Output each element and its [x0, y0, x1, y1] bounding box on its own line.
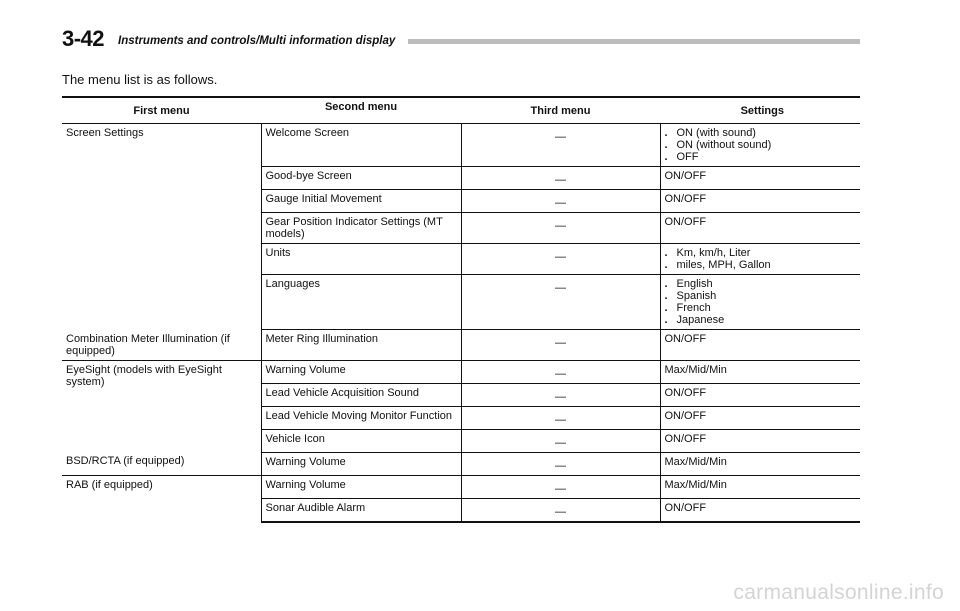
settings-cell: ON/OFF — [660, 429, 860, 452]
second-menu-cell: Lead Vehicle Moving Monitor Function — [261, 406, 461, 429]
third-menu-dash: — — [555, 436, 566, 449]
third-menu-cell — [461, 190, 660, 213]
settings-option-label: ON (with sound) — [676, 127, 756, 139]
header-settings: Settings — [660, 97, 860, 124]
first-menu-cell: Combination Meter Illumination (if equipped) — [62, 330, 261, 361]
settings-cell: ON/OFF — [660, 383, 860, 406]
third-menu-cell — [461, 213, 660, 244]
second-menu-cell: Units — [261, 244, 461, 275]
table-header-row — [62, 97, 860, 124]
settings-cell: Max/Mid/Min — [660, 360, 860, 383]
third-menu-dash: — — [555, 251, 566, 263]
intro-text: The menu list is as follows. — [62, 72, 218, 87]
table-row — [62, 360, 860, 383]
second-menu-cell: Sonar Audible Alarm — [261, 498, 461, 522]
second-menu-cell: Warning Volume — [261, 360, 461, 383]
third-menu-cell — [461, 383, 660, 406]
second-menu-cell: Languages — [261, 275, 461, 330]
third-menu-cell — [461, 330, 660, 361]
third-menu-cell — [461, 452, 660, 475]
header-second-menu: Second menu — [261, 97, 461, 124]
bullet-dot: . — [664, 139, 668, 151]
third-menu-cell — [461, 406, 660, 429]
third-menu-cell — [461, 244, 660, 275]
third-menu-dash: — — [555, 482, 566, 495]
table-row — [62, 330, 860, 361]
page-number: 3-42 — [62, 26, 105, 51]
table-row — [62, 475, 860, 498]
settings-option — [665, 127, 857, 139]
first-menu-cell: EyeSight (models with EyeSight system) — [66, 363, 222, 388]
first-menu-cell: RAB (if equipped) — [66, 478, 153, 491]
settings-cell: ON/OFF — [660, 190, 860, 213]
bullet-dot: . — [664, 290, 668, 302]
settings-cell: Max/Mid/Min — [660, 452, 860, 475]
table-row — [62, 124, 860, 167]
settings-cell — [660, 124, 860, 167]
third-menu-dash: — — [555, 367, 566, 380]
bullet-dot: . — [664, 151, 668, 163]
third-menu-cell — [461, 475, 660, 498]
third-menu-dash: — — [555, 282, 566, 294]
second-menu-cell: Welcome Screen — [261, 124, 461, 167]
second-menu-cell: Good-bye Screen — [261, 167, 461, 190]
settings-option — [665, 247, 857, 259]
settings-option-label: miles, MPH, Gallon — [676, 259, 771, 271]
settings-cell — [660, 275, 860, 330]
first-menu-cell: Screen Settings — [66, 127, 144, 139]
settings-cell: ON/OFF — [660, 167, 860, 190]
section-title: Instruments and controls/Multi information display — [118, 35, 396, 47]
second-menu-cell: Lead Vehicle Acquisition Sound — [261, 383, 461, 406]
page-header — [62, 26, 860, 54]
third-menu-dash: — — [555, 505, 566, 518]
third-menu-dash: — — [555, 220, 566, 232]
settings-option — [665, 278, 857, 290]
settings-option — [665, 259, 857, 271]
settings-option-label: English — [676, 278, 713, 290]
settings-cell: ON/OFF — [660, 330, 860, 361]
settings-option-label: OFF — [676, 151, 699, 163]
settings-option-label: French — [676, 302, 711, 314]
third-menu-cell — [461, 167, 660, 190]
third-menu-dash: — — [555, 197, 566, 209]
third-menu-dash: — — [555, 390, 566, 403]
bullet-dot: . — [664, 259, 668, 271]
settings-cell: Max/Mid/Min — [660, 475, 860, 498]
third-menu-cell — [461, 124, 660, 167]
settings-cell: ON/OFF — [660, 406, 860, 429]
menu-table-body — [62, 124, 860, 522]
second-menu-cell: Warning Volume — [261, 452, 461, 475]
third-menu-cell — [461, 275, 660, 330]
second-menu-cell: Gear Position Indicator Settings (MT models) — [261, 213, 461, 244]
watermark: carmanualsonline.info — [733, 581, 944, 604]
third-menu-cell — [461, 360, 660, 383]
header-rule — [408, 39, 860, 44]
bullet-dot: . — [664, 302, 668, 314]
menu-table — [62, 96, 860, 523]
third-menu-dash: — — [555, 459, 566, 472]
settings-option — [665, 314, 857, 326]
table-row — [62, 452, 860, 475]
settings-option — [665, 302, 857, 314]
third-menu-cell — [461, 498, 660, 522]
second-menu-cell: Warning Volume — [261, 475, 461, 498]
second-menu-cell: Gauge Initial Movement — [261, 190, 461, 213]
third-menu-dash: — — [555, 337, 566, 349]
bullet-dot: . — [664, 314, 668, 326]
settings-cell: ON/OFF — [660, 213, 860, 244]
second-menu-cell: Vehicle Icon — [261, 429, 461, 452]
third-menu-dash: — — [555, 413, 566, 426]
third-menu-dash: — — [555, 131, 566, 143]
settings-option — [665, 151, 857, 163]
header-first-menu: First menu — [62, 97, 261, 124]
settings-option-label: Km, km/h, Liter — [676, 247, 751, 259]
settings-cell — [660, 244, 860, 275]
settings-option-label: ON (without sound) — [676, 139, 772, 151]
bullet-dot: . — [664, 127, 668, 139]
first-menu-cell: BSD/RCTA (if equipped) — [62, 452, 261, 475]
settings-option — [665, 290, 857, 302]
settings-option-label: Japanese — [676, 314, 725, 326]
settings-option — [665, 139, 857, 151]
third-menu-dash: — — [555, 174, 566, 186]
second-menu-cell: Meter Ring Illumination — [261, 330, 461, 361]
bullet-dot: . — [664, 247, 668, 259]
bullet-dot: . — [664, 278, 668, 290]
settings-option-label: Spanish — [676, 290, 717, 302]
header-third-menu: Third menu — [461, 97, 660, 124]
settings-cell: ON/OFF — [660, 498, 860, 522]
third-menu-cell — [461, 429, 660, 452]
